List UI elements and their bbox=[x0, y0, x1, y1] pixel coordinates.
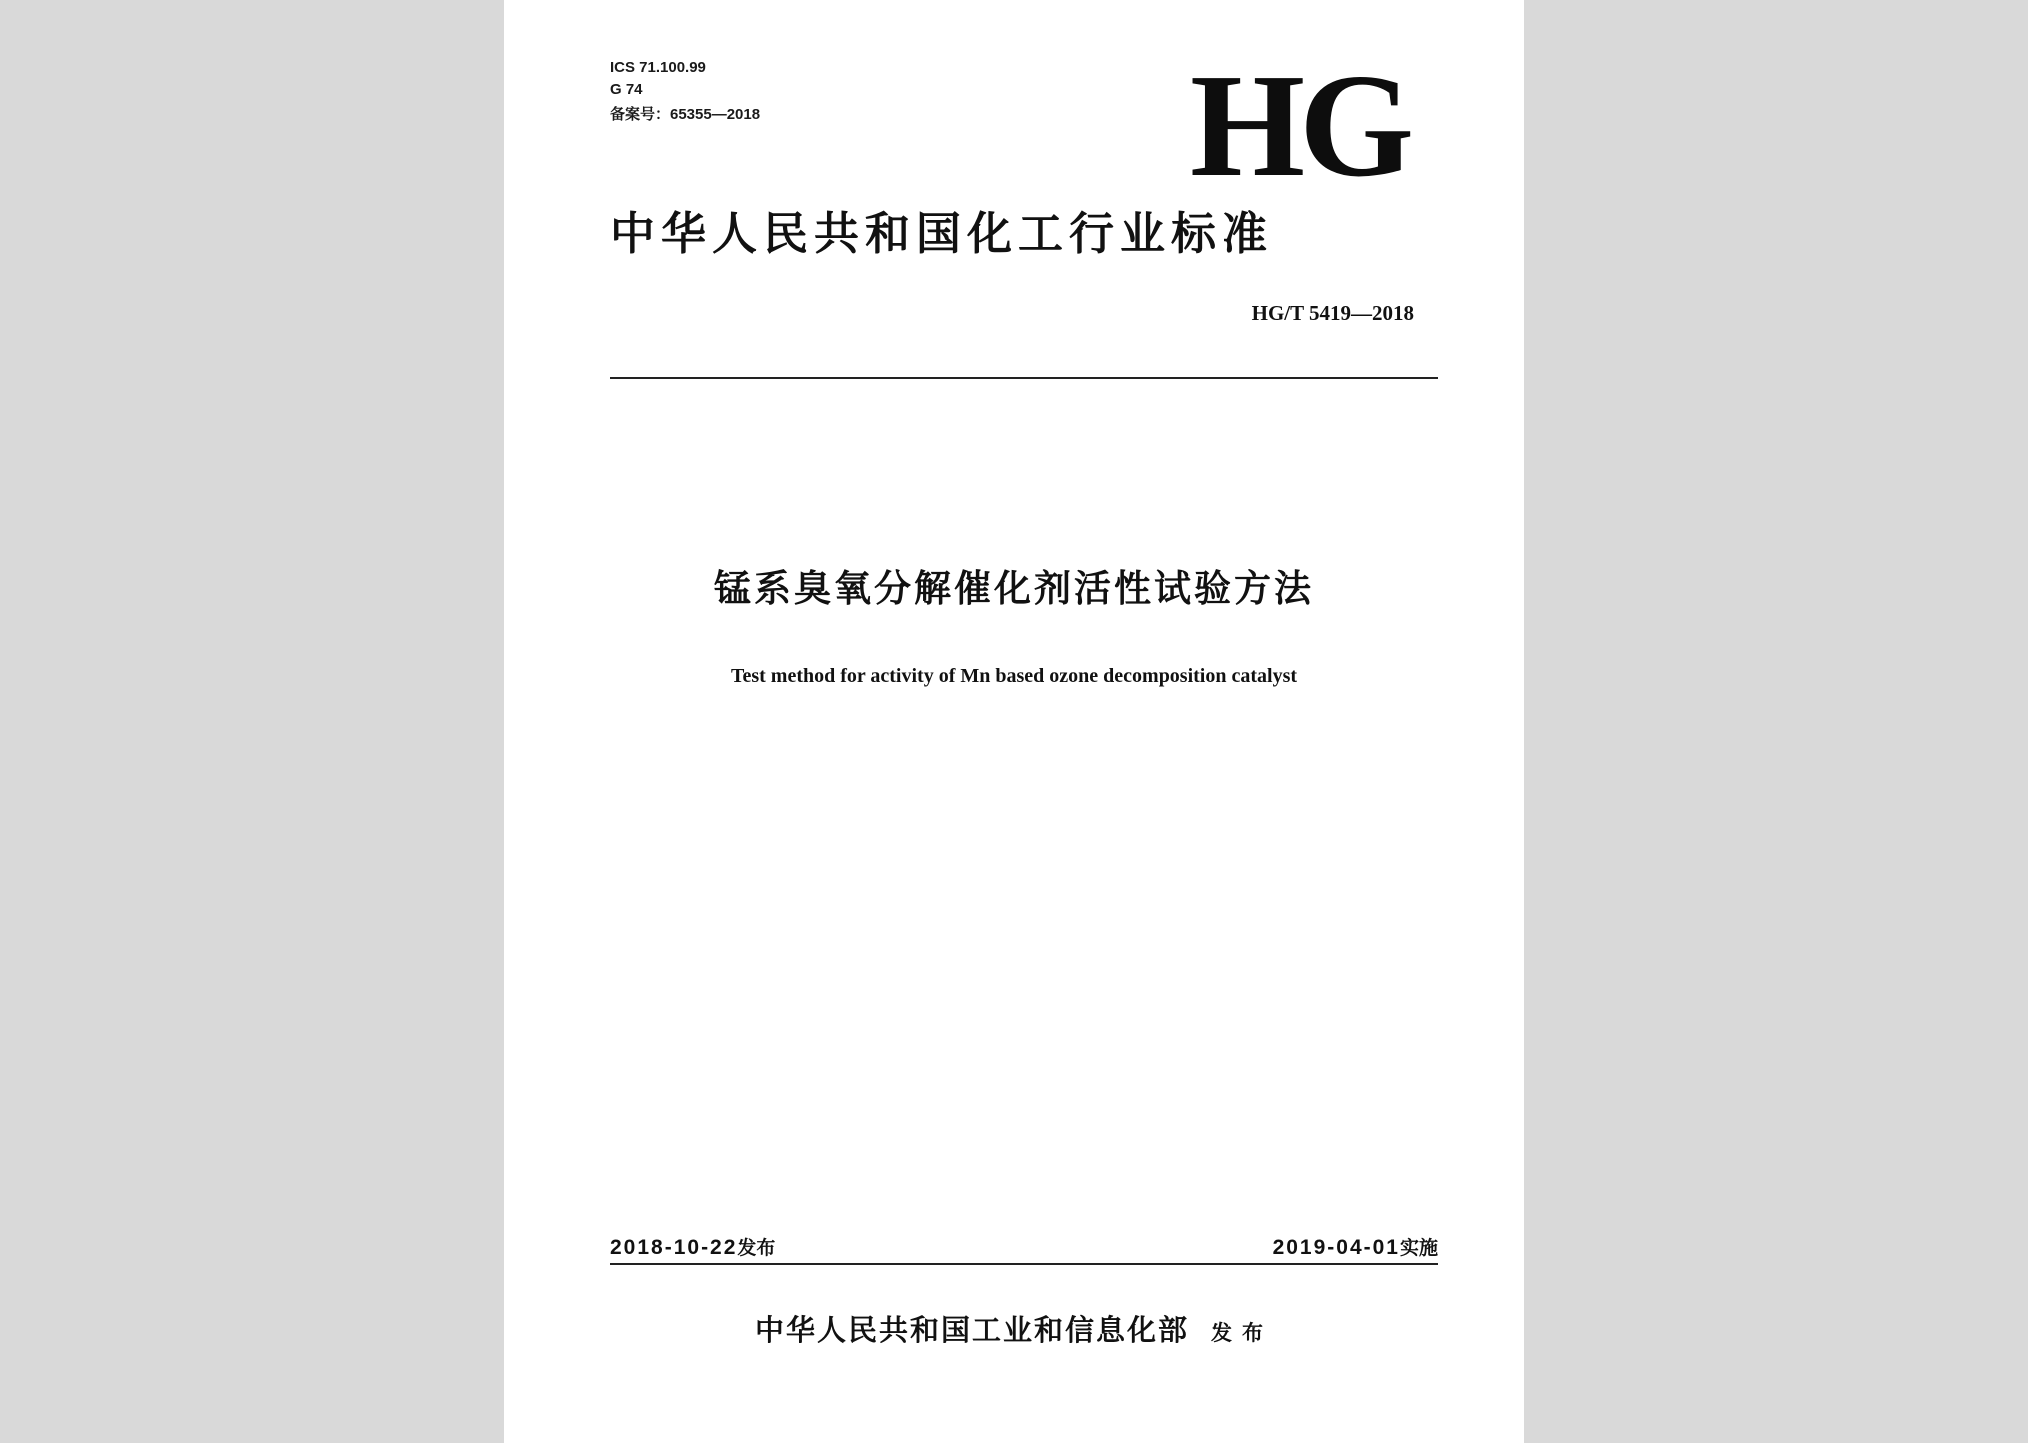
publisher-name: 中华人民共和国工业和信息化部 bbox=[754, 1313, 1189, 1347]
publisher-line bbox=[504, 1310, 1524, 1350]
issue-date-value: 2018-10-22 bbox=[610, 1236, 738, 1259]
issue-date bbox=[610, 1234, 775, 1262]
bottom-divider bbox=[610, 1263, 1438, 1265]
publisher-action: 发布 bbox=[1211, 1321, 1273, 1345]
top-divider bbox=[610, 377, 1438, 379]
document-title-cn: 锰系臭氧分解催化剂活性试验方法 bbox=[714, 567, 1314, 610]
standard-number: HG/T 5419—2018 bbox=[1251, 301, 1414, 325]
document-title-en: Test method for activity of Mn based ozone decomposition catalyst bbox=[730, 665, 1298, 687]
standard-title: 中华人民共和国化工行业标准 bbox=[610, 207, 1274, 260]
category-code: G 74 bbox=[610, 81, 643, 98]
document-page bbox=[504, 0, 1524, 1443]
ics-code: ICS 71.100.99 bbox=[610, 59, 706, 76]
issue-date-label: 发布 bbox=[737, 1237, 776, 1259]
implementation-date bbox=[1273, 1234, 1438, 1262]
hg-logo: HG bbox=[1190, 44, 1409, 208]
registration-number: 备案号：65355—2018 bbox=[610, 106, 761, 123]
implementation-date-label: 实施 bbox=[1399, 1237, 1438, 1259]
implementation-date-value: 2019-04-01 bbox=[1272, 1236, 1400, 1259]
